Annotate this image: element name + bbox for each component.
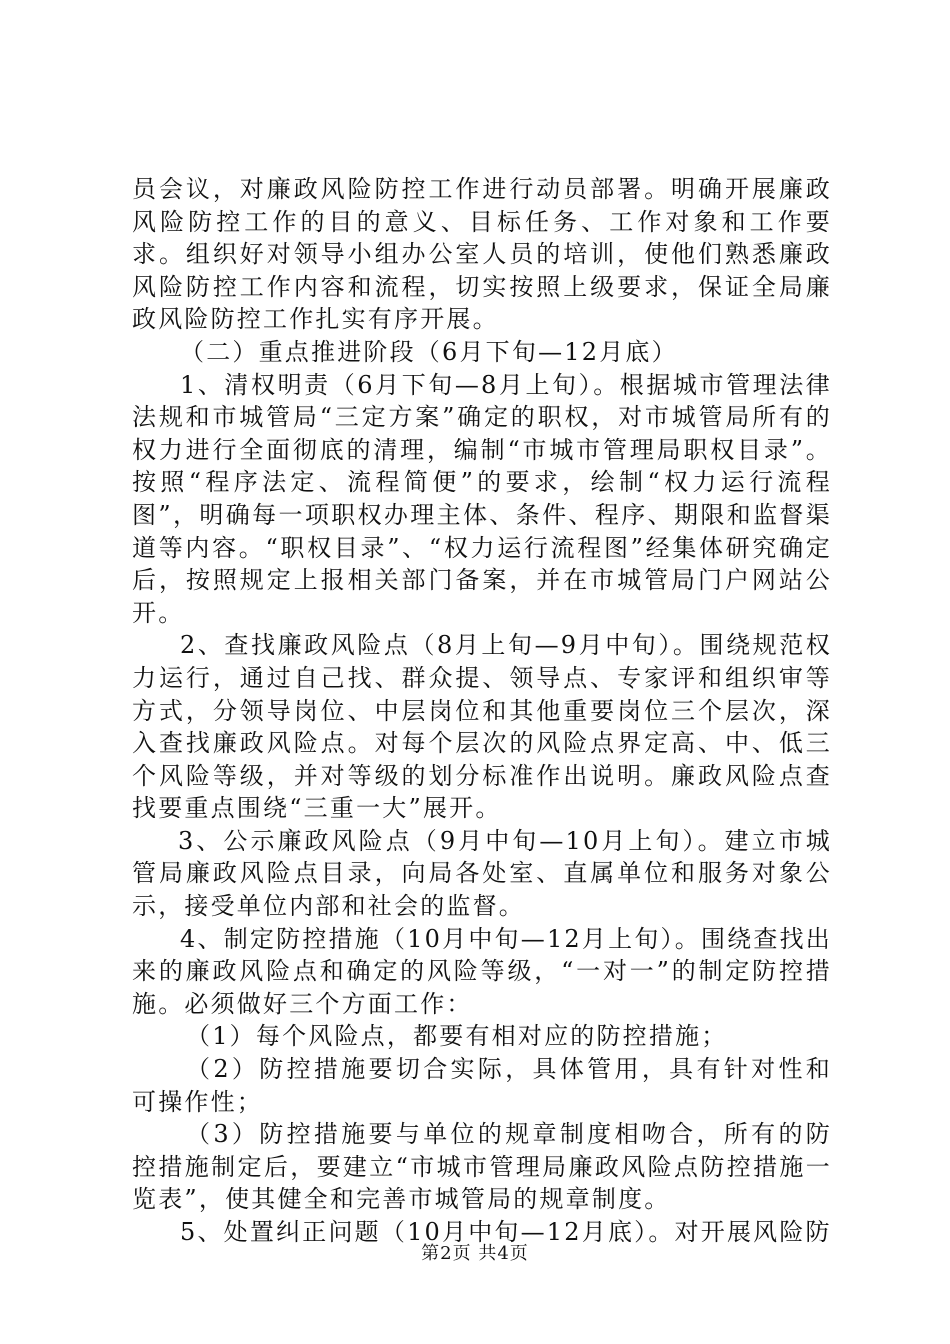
paragraph-intro-continued: 员会议，对廉政风险防控工作进行动员部署。明确开展廉政风险防控工作的目的意义、目标任务、工作对象和工作要求。组织好对领导小组办公室人员的培训，使他们熟悉廉政风险防控工作内容和流程，切实按照上级要求，保证全局廉政风险防控工作扎实有序开展。: [132, 175, 832, 334]
paragraph-subitem-1: （1）每个风险点，都要有相对应的防控措施；: [186, 1022, 728, 1051]
paragraph-subitem-3: （3）防控措施要与单位的规章制度相吻合，所有的防控措施制定后，要建立“市城市管理局廉政风险点防控措施一览表”，使其健全和完善市城管局的规章制度。: [132, 1120, 832, 1214]
paragraph-item-5: 5、处置纠正问题（10月中旬—12月底）。对开展风险防: [180, 1218, 832, 1246]
paragraph-item-2: 2、查找廉政风险点（8月上旬—9月中旬）。围绕规范权力运行，通过自己找、群众提、领导点、专家评和组织审等方式，分领导岗位、中层岗位和其他重要岗位三个层次，深入查找廉政风险点。对每个层次的风险点界定高、中、低三个风险等级，并对等级的划分标准作出说明。廉政风险点查找要重点围绕“三重一大”展开。: [132, 631, 832, 823]
document-body: [132, 173, 832, 1249]
page-number-footer: 第2页 共4页: [421, 1243, 529, 1264]
paragraph-subitem-2: （2）防控措施要切合实际，具体管用，具有针对性和可操作性；: [132, 1055, 832, 1116]
paragraph-item-3: 3、公示廉政风险点（9月中旬—10月上旬）。建立市城管局廉政风险点目录，向局各处室、直属单位和服务对象公示，接受单位内部和社会的监督。: [132, 826, 832, 921]
section-heading-phase-two: （二）重点推进阶段（6月下旬—12月底）: [180, 337, 678, 366]
paragraph-item-4: 4、制定防控措施（10月中旬—12月上旬）。围绕查找出来的廉政风险点和确定的风险等级，“一对一”的制定防控措施。必须做好三个方面工作：: [132, 924, 832, 1018]
paragraph-item-1: 1、清权明责（6月下旬—8月上旬）。根据城市管理法律法规和市城管局“三定方案”确定的职权，对市城管局所有的权力进行全面彻底的清理，编制“市城市管理局职权目录”。按照“程序法定、流程简便”的要求，绘制“权力运行流程图”，明确每一项职权办理主体、条件、程序、期限和监督渠道等内容。“职权目录”、“权力运行流程图”经集体研究确定后，按照规定上报相关部门备案，并在市城管局门户网站公开。: [132, 370, 832, 627]
